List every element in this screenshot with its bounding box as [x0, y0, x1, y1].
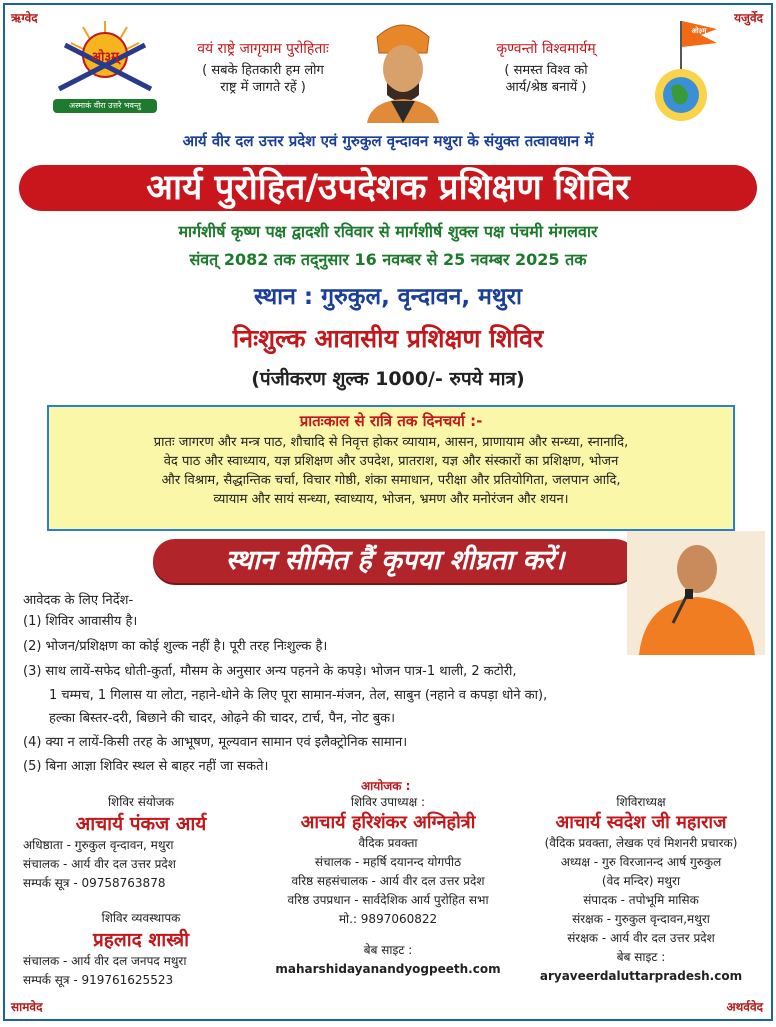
vice-president-line: वरिष्ठ सहसंचालक - आर्य वीर दल उत्तर प्रदेश: [291, 874, 485, 888]
president-line: संपादक - तपोभूमि मासिक: [583, 893, 699, 907]
president-name: आचार्य स्वदेश जी महाराज: [555, 812, 727, 833]
president-line: संरक्षक - आर्य वीर दल उत्तर प्रदेश: [567, 931, 715, 945]
president-line: (वेद मन्दिर) मथुरा: [601, 874, 681, 888]
logo-motto: अस्माकं वीरा उत्तरे भवन्तु: [69, 101, 141, 110]
president-line: संरक्षक - गुरुकुल वृन्दावन,मथुरा: [572, 912, 710, 926]
president-line: अध्यक्ष - गुरु विरजानन्द आर्ष गुरुकुल: [560, 855, 722, 869]
instructions-heading: आवेदक के लिए निर्देश-: [23, 593, 134, 608]
vice-president-line: वरिष्ठ उपप्रधान - सार्वदेशिक आर्य पुरोहित सभा: [287, 893, 489, 907]
quote-right-hindi-1: ( समस्त विश्व को: [504, 63, 588, 78]
routine-line: और विश्राम, सैद्धान्तिक चर्चा, विचार गोष्ठी, शंका समाधान, परीक्षा और प्रतियोगिता, जलपान आदि,: [161, 473, 621, 488]
vice-president-line: वैदिक प्रवक्ता: [358, 836, 418, 850]
quote-left-sanskrit: वयं राष्ट्रे जागृयाम पुरोहिताः: [197, 41, 329, 57]
routine-title: प्रातःकाल से रात्रि तक दिनचर्या :-: [299, 412, 483, 430]
limited-seats-banner: स्थान सीमित हैं कृपया शीघ्रता करें।: [153, 539, 637, 583]
speaker-photo: [627, 531, 765, 655]
title-banner: आर्य पुरोहित/उपदेशक प्रशिक्षण शिविर: [19, 165, 757, 211]
corner-yajurveda: यजुर्वेद: [734, 11, 763, 25]
convener-role: शिविर संयोजक: [107, 795, 175, 809]
corner-atharvaveda: अथर्ववेद: [726, 1000, 763, 1014]
routine-line: वेद पाठ और स्वाध्याय, यज्ञ प्रशिक्षण और उपदेश, प्रातराश, यज्ञ और संस्कारों का प्रशिक्षण, भोजन: [163, 454, 619, 469]
portrait-dayanand: [361, 17, 445, 123]
instruction-item: (1) शिविर आवासीय है।: [23, 614, 138, 629]
president-role: शिविराध्यक्ष: [616, 795, 666, 809]
vice-president-website: maharshidayanandyogpeeth.com: [275, 962, 501, 976]
instruction-item: (2) भोजन/प्रशिक्षण का कोई शुल्क नहीं है। पूरी तरह निःशुल्क है।: [23, 639, 328, 654]
quote-right-sanskrit: कृण्वन्तो विश्वमार्यम्: [496, 41, 596, 57]
manager-name: प्रहलाद शास्त्री: [92, 929, 190, 951]
manager-block: [23, 909, 259, 990]
instruction-item: (4) क्या न लायें-किसी तरह के आभूषण, मूल्यवान सामान एवं इलैक्ट्रोनिक सामान।: [23, 735, 408, 750]
globe-flag-logo: [639, 15, 725, 123]
registration-fee: (पंजीकरण शुल्क 1000/- रुपये मात्र): [251, 368, 525, 390]
vice-president-block: [263, 793, 513, 979]
arya-veer-dal-logo: [45, 17, 165, 121]
quote-left: [165, 39, 361, 96]
president-website: aryaveerdaluttarpradesh.com: [539, 969, 743, 983]
corner-samaveda: सामवेद: [11, 1000, 43, 1014]
date-line-1: मार्गशीर्ष कृष्ण पक्ष द्वादशी रविवार से मार्गशीर्ष शुक्ल पक्ष पंचमी मंगलवार: [178, 222, 598, 241]
free-camp-subtitle: निःशुल्क आवासीय प्रशिक्षण शिविर: [232, 324, 544, 353]
date-line-2: संवत् 2082 तक तद्नुसार 16 नवम्बर से 25 नवम्बर 2025 तक: [189, 250, 587, 269]
convener-line: संचालक - आर्य वीर दल उत्तर प्रदेश: [23, 857, 176, 871]
flag-om: ओ३म्: [691, 27, 707, 35]
poster: [3, 3, 773, 1021]
manager-line: संचालक - आर्य वीर दल जनपद मथुरा: [23, 954, 187, 968]
quote-right: [447, 39, 645, 96]
quote-left-hindi-2: राष्ट्र में जागते रहें ): [220, 80, 306, 95]
president-web-label: बेब साइट :: [616, 950, 666, 964]
vice-president-web-label: बेब साइट :: [363, 943, 413, 957]
routine-line: प्रातः जागरण और मन्त्र पाठ, शौचादि से निवृत्त होकर व्यायाम, आसन, प्राणायाम और सन्ध्या, स्नानादि,: [153, 435, 629, 450]
venue: स्थान : गुरुकुल, वृन्दावन, मथुरा: [253, 284, 522, 310]
president-line: (वैदिक प्रवक्ता, लेखक एवं मिशनरी प्रचारक): [544, 836, 738, 850]
vice-president-line: मो.: 9897060822: [338, 912, 438, 926]
vice-president-role: शिविर उपाध्यक्ष :: [350, 795, 426, 809]
convener-block: [23, 793, 259, 893]
instruction-item: (3) साथ लायें-सफेद धोती-कुर्ता, मौसम के अनुसार अन्य पहनने के कपड़े। भोजन पात्र-1 थाली, 2 कटोरी,: [23, 664, 517, 679]
corner-rigveda: ऋग्वेद: [11, 11, 38, 25]
instruction-item: 1 चम्मच, 1 गिलास या लोटा, नहाने-धोने के लिए पूरा सामान-मंजन, तेल, साबुन (नहाने व कपड़ा धोने का),: [49, 688, 548, 703]
instruction-item: (5) बिना आज्ञा शिविर स्थल से बाहर नहीं जा सकते।: [23, 759, 269, 774]
om-text: ओ३म्: [91, 50, 119, 65]
quote-right-hindi-2: आर्य/श्रेष्ठ बनायें ): [505, 80, 587, 95]
instruction-item: हल्का बिस्तर-दरी, बिछाने की चादर, ओढ़ने की चादर, टार्च, पैन, नोट बुक।: [49, 711, 396, 726]
routine-line: व्यायाम और सायं सन्ध्या, स्वाध्याय, भोजन, भ्रमण और मनोरंजन और शयन।: [213, 492, 569, 507]
organizers-label: आयोजक :: [361, 779, 411, 793]
organizers-line: आर्य वीर दल उत्तर प्रदेश एवं गुरुकुल वृन्दावन मथुरा के संयुक्त तत्वावधान में: [182, 132, 594, 150]
quote-left-hindi-1: ( सबके हितकारी हम लोग: [202, 63, 324, 78]
daily-routine-box: [47, 405, 735, 531]
vice-president-name: आचार्य हरिशंकर अग्निहोत्री: [300, 812, 476, 833]
manager-role: शिविर व्यवस्थापक: [101, 911, 181, 925]
president-block: [515, 793, 767, 986]
manager-line: सम्पर्क सूत्र - 919761625523: [23, 973, 174, 987]
vice-president-line: संचालक - महर्षि दयानन्द योगपीठ: [314, 855, 462, 869]
convener-name: आचार्य पंकज आर्य: [75, 813, 207, 835]
convener-line: सम्पर्क सूत्र - 09758763878: [23, 876, 166, 890]
convener-line: अधिष्ठाता - गुरुकुल वृन्दावन, मथुरा: [23, 838, 174, 852]
